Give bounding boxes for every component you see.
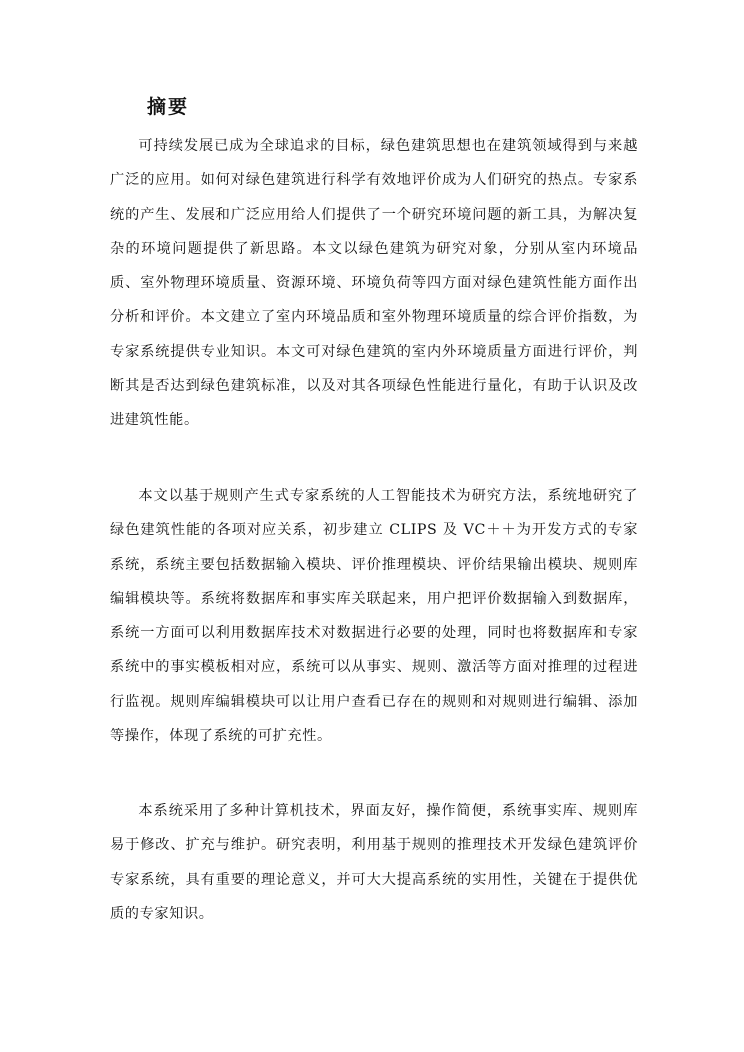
abstract-paragraph-2: 本文以基于规则产生式专家系统的人工智能技术为研究方法，系统地研究了绿色建筑性能的各项对应关系，初步建立 CLIPS 及 VC＋＋为开发方式的专家系统，系统主要包括数据输入模块、评价推理模块、评价结果输出模块、规则库编辑模块等。系统将数据库和事实库关联起来，用户把评价数据输入到数据库，系统一方面可以利用数据库技术对数据进行必要的处理，同时也将数据库和专家系统中的事实模板相对应，系统可以从事实、规则、激活等方面对推理的过程进行监视。规则库编辑模块可以让用户查看已存在的规则和对规则进行编辑、添加等操作，体现了系统的可扩充性。: [110, 488, 638, 745]
abstract-heading: 摘要: [147, 96, 190, 118]
abstract-paragraph-1: 可持续发展已成为全球追求的目标，绿色建筑思想也在建筑领域得到与来越广泛的应用。如何对绿色建筑进行科学有效地评价成为人们研究的热点。专家系统的产生、发展和广泛应用给人们提供了一个研究环境问题的新工具，为解决复杂的环境问题提供了新思路。本文以绿色建筑为研究对象，分别从室内环境品质、室外物理环境质量、资源环境、环境负荷等四方面对绿色建筑性能方面作出分析和评价。本文建立了室内环境品质和室外物理环境质量的综合评价指数，为专家系统提供专业知识。本文可对绿色建筑的室内外环境质量方面进行评价，判断其是否达到绿色建筑标准，以及对其各项绿色性能进行量化，有助于认识及改进建筑性能。: [110, 138, 638, 429]
abstract-paragraph-3: 本系统采用了多种计算机技术，界面友好，操作简便，系统事实库、规则库易于修改、扩充与维护。研究表明，利用基于规则的推理技术开发绿色建筑评价专家系统，具有重要的理论意义，并可大大提高系统的实用性，关键在于提供优质的专家知识。: [110, 803, 638, 922]
